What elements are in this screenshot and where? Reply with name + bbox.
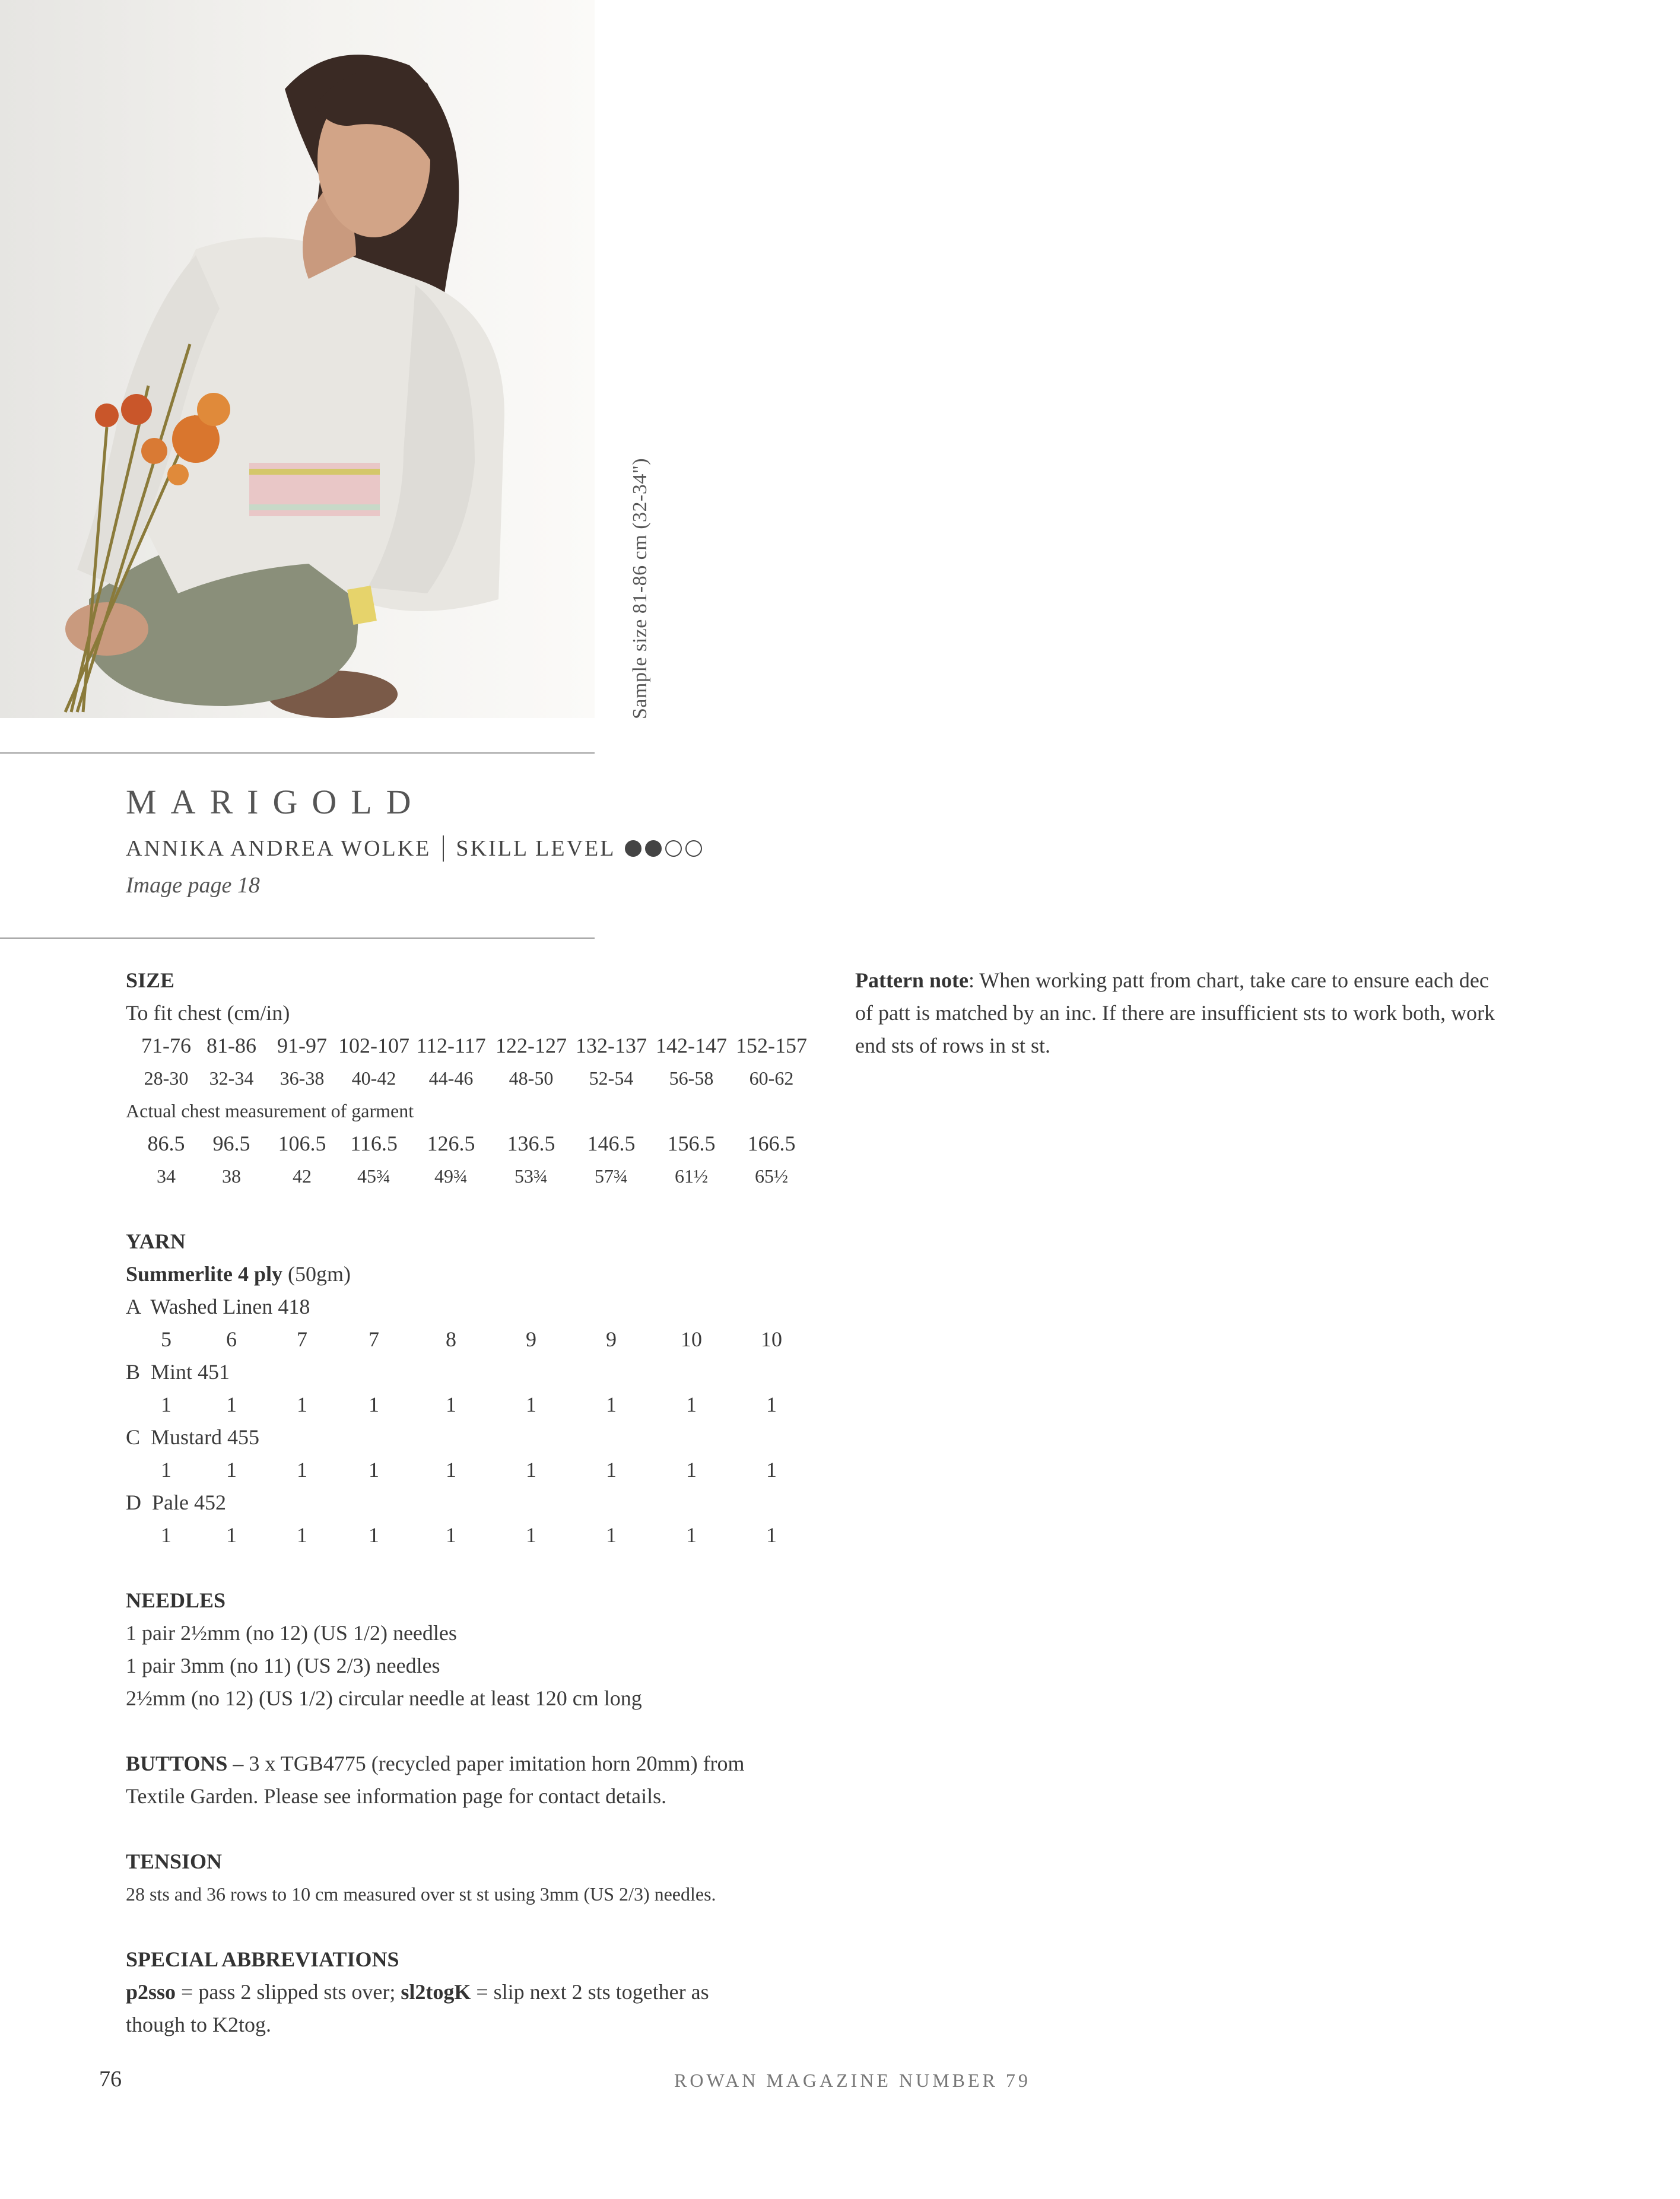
size-cell: 7: [369, 1327, 379, 1351]
size-cell: 1: [369, 1393, 379, 1416]
divider-top: [0, 752, 595, 754]
tension-text: 28 sts and 36 rows to 10 cm measured over st st using 3mm (US 2/3) needles.: [126, 1883, 716, 1905]
size-cell: 1: [686, 1458, 697, 1482]
skill-level-label: SKILL LEVEL: [456, 836, 616, 861]
byline-separator: [443, 835, 444, 862]
designer-name: ANNIKA ANDREA WOLKE: [126, 836, 431, 861]
size-cell: 1: [606, 1523, 617, 1547]
model-photo: [0, 0, 595, 718]
photo-illustration: [0, 0, 595, 718]
size-cell: 1: [297, 1458, 307, 1482]
pattern-details: [126, 964, 838, 2041]
skill-dot-empty-icon: [685, 840, 702, 857]
actual-in-row: [126, 1160, 838, 1193]
colour-a-qty: [126, 1323, 838, 1356]
colour-b-label: B Mint 451: [126, 1360, 230, 1384]
size-cell: 1: [369, 1458, 379, 1482]
size-cell: 1: [446, 1458, 456, 1482]
skill-dot-empty-icon: [665, 840, 682, 857]
size-cell: 1: [766, 1458, 777, 1482]
size-cell: 65½: [755, 1165, 788, 1187]
skill-level-dots: [625, 840, 702, 857]
size-cell: 1: [226, 1458, 237, 1482]
size-cell: 32-34: [209, 1067, 254, 1089]
size-cell: 1: [766, 1393, 777, 1416]
size-cell: 7: [297, 1327, 307, 1351]
abbr-def: = slip next 2 sts together as: [471, 1980, 709, 2004]
size-cell: 1: [297, 1393, 307, 1416]
yarn-heading: YARN: [126, 1229, 186, 1253]
divider-bottom: [0, 938, 595, 939]
yarn-weight: (50gm): [287, 1262, 351, 1286]
size-cell: 42: [293, 1165, 312, 1187]
abbreviations-line-2: though to K2tog.: [126, 2013, 272, 2036]
size-cell: 112-117: [416, 1034, 486, 1057]
fit-cm-row: [126, 1029, 838, 1062]
size-cell: 1: [446, 1393, 456, 1416]
buttons-line-2: Textile Garden. Please see information page for contact details.: [126, 1784, 667, 1808]
size-cell: 1: [606, 1458, 617, 1482]
size-cell: 122-127: [496, 1034, 567, 1057]
size-cell: 9: [606, 1327, 617, 1351]
size-cell: 5: [161, 1327, 172, 1351]
size-cell: 10: [681, 1327, 702, 1351]
size-cell: 1: [686, 1393, 697, 1416]
needles-line: 2½mm (no 12) (US 1/2) circular needle at least 120 cm long: [126, 1686, 642, 1710]
size-cell: 1: [226, 1523, 237, 1547]
size-cell: 6: [226, 1327, 237, 1351]
needles-line: 1 pair 2½mm (no 12) (US 1/2) needles: [126, 1621, 457, 1645]
size-cell: 49¾: [434, 1165, 468, 1187]
size-cell: 146.5: [587, 1132, 636, 1155]
image-page-ref: Image page 18: [126, 873, 260, 898]
size-cell: 44-46: [428, 1067, 474, 1089]
skill-dot-filled-icon: [645, 840, 662, 857]
size-cell: 1: [161, 1523, 172, 1547]
size-cell: 152-157: [736, 1034, 807, 1057]
size-cell: 166.5: [747, 1132, 796, 1155]
size-cell: 132-137: [576, 1034, 647, 1057]
size-cell: 9: [526, 1327, 536, 1351]
size-cell: 91-97: [277, 1034, 327, 1057]
size-cell: 38: [222, 1165, 241, 1187]
size-cell: 142-147: [656, 1034, 727, 1057]
size-cell: 86.5: [147, 1132, 185, 1155]
size-cell: 1: [226, 1393, 237, 1416]
actual-label: Actual chest measurement of garment: [126, 1100, 414, 1121]
yarn-name: Summerlite 4 ply: [126, 1262, 282, 1286]
yarn-name-line: [126, 1258, 838, 1291]
size-cell: 1: [297, 1523, 307, 1547]
size-heading: SIZE: [126, 968, 175, 992]
size-cell: 36-38: [280, 1067, 325, 1089]
abbr-term-sl2togk: sl2togK: [401, 1980, 471, 2004]
colour-a-label: A Washed Linen 418: [126, 1295, 310, 1318]
size-cell: 1: [766, 1523, 777, 1547]
abbr-term-p2sso: p2sso: [126, 1980, 176, 2004]
size-cell: 48-50: [509, 1067, 554, 1089]
size-cell: 28-30: [144, 1067, 189, 1089]
size-cell: 156.5: [667, 1132, 716, 1155]
size-cell: 106.5: [278, 1132, 326, 1155]
size-cell: 1: [369, 1523, 379, 1547]
size-cell: 40-42: [351, 1067, 396, 1089]
size-cell: 1: [526, 1393, 536, 1416]
colour-d-label: D Pale 452: [126, 1491, 226, 1514]
size-cell: 10: [761, 1327, 782, 1351]
buttons-line: [126, 1747, 838, 1780]
pattern-note-label: Pattern note: [855, 968, 968, 992]
size-cell: 1: [161, 1458, 172, 1482]
size-cell: 1: [446, 1523, 456, 1547]
abbr-def: = pass 2 slipped sts over;: [176, 1980, 401, 2004]
colour-b-qty: [126, 1388, 838, 1421]
size-cell: 45¾: [357, 1165, 390, 1187]
colour-c-qty: [126, 1454, 838, 1486]
pattern-note-text: : When working patt from chart, take care to ensure each dec: [968, 968, 1489, 992]
fit-label: To fit chest (cm/in): [126, 1001, 290, 1025]
pattern-title: MARIGOLD: [126, 783, 425, 821]
abbreviations-heading: SPECIAL ABBREVIATIONS: [126, 1947, 399, 1971]
fit-in-row: [126, 1062, 838, 1095]
sample-size-caption: Sample size 81-86 cm (32-34"): [629, 457, 651, 719]
size-cell: 52-54: [589, 1067, 634, 1089]
size-cell: 71-76: [141, 1034, 191, 1057]
size-cell: 8: [446, 1327, 456, 1351]
needles-heading: NEEDLES: [126, 1588, 226, 1612]
buttons-heading: BUTTONS: [126, 1752, 228, 1775]
pattern-note: [855, 964, 1561, 1062]
actual-cm-row: [126, 1127, 838, 1160]
pattern-note-line-3: end sts of rows in st st.: [855, 1034, 1051, 1057]
size-cell: 60-62: [749, 1067, 794, 1089]
magazine-footer: ROWAN MAGAZINE NUMBER 79: [674, 2070, 1031, 2091]
pattern-note-line-2: of patt is matched by an inc. If there are insufficient sts to work both, work: [855, 1001, 1495, 1025]
size-cell: 1: [686, 1523, 697, 1547]
pattern-note-line-1: [855, 964, 1561, 997]
size-cell: 56-58: [669, 1067, 714, 1089]
colour-c-label: C Mustard 455: [126, 1425, 259, 1449]
abbreviations-line: [126, 1976, 838, 2009]
buttons-text: – 3 x TGB4775 (recycled paper imitation horn 20mm) from: [227, 1752, 745, 1775]
colour-d-qty: [126, 1519, 838, 1552]
size-cell: 61½: [675, 1165, 708, 1187]
size-cell: 96.5: [212, 1132, 250, 1155]
size-cell: 57¾: [595, 1165, 628, 1187]
page-number: 76: [99, 2067, 122, 2092]
size-cell: 53¾: [515, 1165, 548, 1187]
size-cell: 1: [526, 1458, 536, 1482]
needles-line: 1 pair 3mm (no 11) (US 2/3) needles: [126, 1654, 440, 1677]
byline: [126, 835, 702, 862]
size-cell: 34: [157, 1165, 176, 1187]
size-cell: 116.5: [350, 1132, 398, 1155]
size-cell: 81-86: [207, 1034, 256, 1057]
size-cell: 102-107: [338, 1034, 409, 1057]
size-cell: 1: [606, 1393, 617, 1416]
tension-heading: TENSION: [126, 1850, 223, 1873]
size-cell: 1: [526, 1523, 536, 1547]
size-cell: 136.5: [507, 1132, 555, 1155]
size-cell: 126.5: [427, 1132, 475, 1155]
skill-dot-filled-icon: [625, 840, 641, 857]
size-cell: 1: [161, 1393, 172, 1416]
